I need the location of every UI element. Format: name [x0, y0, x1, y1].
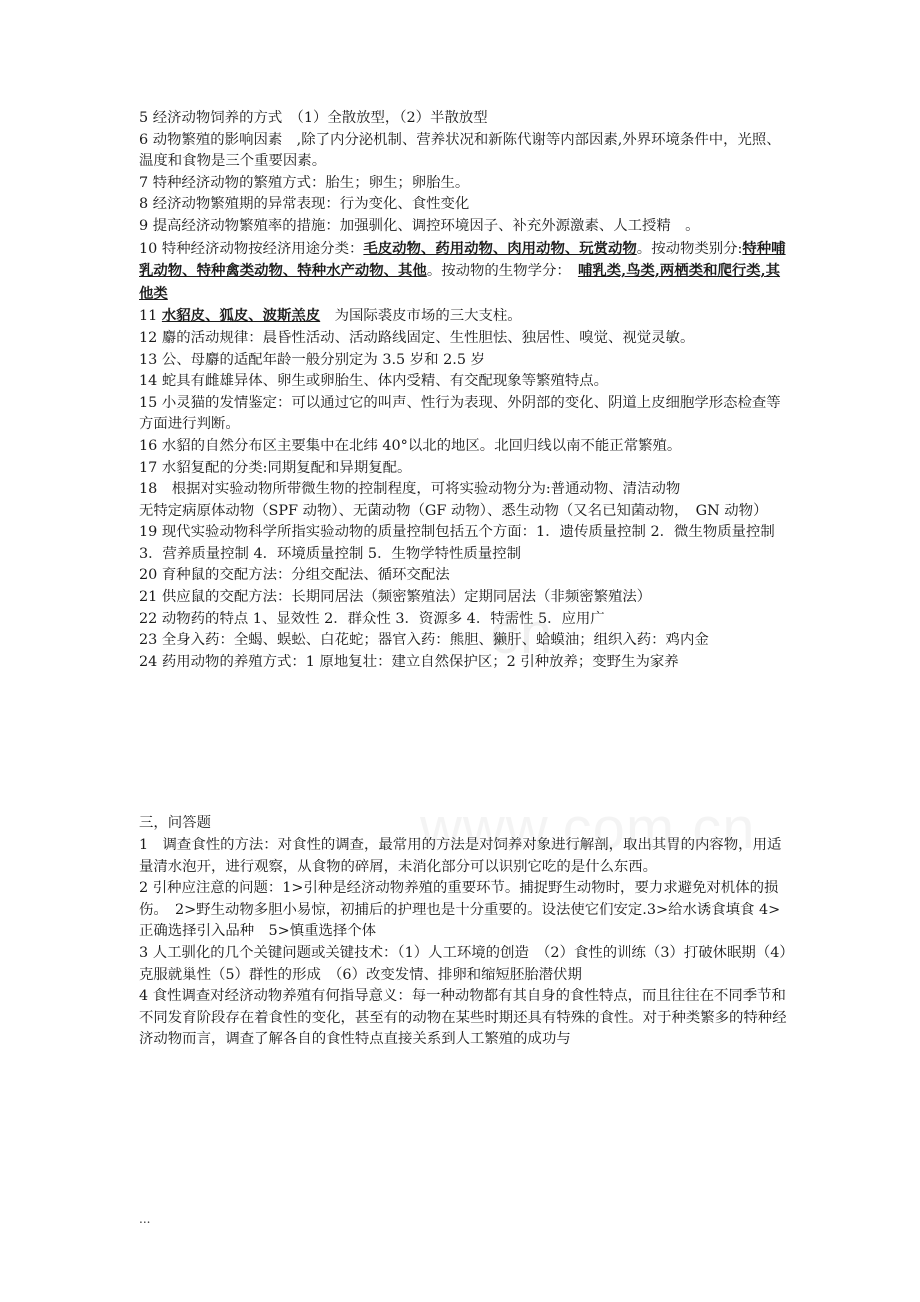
item-18-line-2: 无特定病原体动物（SPF 动物）、无菌动物（GF 动物）、悉生动物（又名已知菌动物， GN 动物） — [139, 502, 768, 519]
spacer — [139, 673, 789, 813]
item-10-animal-categories: 特种哺乳动物、特种禽类动物、特种水产动物、其他 — [139, 239, 786, 280]
watermark: cn — [490, 601, 554, 666]
question-3: 3 人工驯化的几个关键问题或关键技术：（1）人工环境的创造 （2）食性的训练（3）打破休眠期（4）克服就巢性（5）群性的形成 （6）改变发情、排卵和缩短胚胎潜伏期 — [139, 945, 787, 983]
item-6: 6 动物繁殖的影响因素 ,除了内分泌机制、营养状况和新陈代谢等内部因素,外界环境条件中，光照、温度和食物是三个重要因素。 — [139, 131, 781, 170]
item-10-text-a: 10 特种经济动物按经济用途分类： — [139, 240, 364, 257]
item-11-number: 11 — [139, 308, 162, 325]
question-1: 1 调查食性的方法：对食性的调查，最常用的方法是对饲养对象进行解剖，取出其胃的内容物，用适量清水泡开，进行观察，从食物的碎屑，未消化部分可以识别它吃的是什么东西。 — [139, 837, 782, 875]
item-11 — [139, 305, 789, 328]
item-5: 5 经济动物饲养的方式 （1）全散放型，（2）半散放型 — [139, 110, 488, 126]
item-21: 21 供应鼠的交配方法：长期同居法（频密繁殖法）定期同居法（非频密繁殖法） — [139, 589, 652, 606]
page-ellipsis: ... — [139, 1212, 151, 1226]
item-16: 16 水貂的自然分布区主要集中在北纬 40°以北的地区。北回归线以南不能正常繁殖。 — [139, 437, 682, 454]
item-22: 22 动物药的特点 1、显效性 2．群众性 3．资源多 4．特需性 5．应用广 — [139, 610, 605, 627]
document-body — [139, 108, 789, 1051]
item-24: 24 药用动物的养殖方式：1 原地复壮：建立自然保护区；2 引种放养；变野生为家养 — [139, 653, 679, 670]
item-10 — [139, 238, 789, 306]
item-18-line-1: 18 根据对实验动物所带微生物的控制程度，可将实验动物分为:普通动物、清洁动物 — [139, 481, 681, 498]
section-heading: 三，问答题 — [139, 815, 211, 832]
item-11-furs: 水貂皮、狐皮、波斯羔皮 — [161, 307, 321, 325]
item-10-biological-categories: 哺乳类,鸟类,两栖类和爬行类,其他类 — [139, 262, 781, 302]
question-2: 2 引种应注意的问题：1>引种是经济动物养殖的重要环节。捕捉野生动物时，要力求避免对机体的损伤。 2>野生动物多胆小易惊，初捕后的护理也是十分重要的。设法使它们安定.3>给水诱食填食 4>正确选择引入品种 5>慎重选择个体 — [139, 880, 781, 940]
item-23: 23 全身入药：全蝎、蜈蚣、白花蛇；器官入药：熊胆、獭肝、蛤蟆油；组织入药：鸡内金 — [139, 632, 709, 649]
item-14: 14 蛇具有雌雄异体、卵生或卵胎生、体内受精、有交配现象等繁殖特点。 — [139, 373, 608, 390]
item-13: 13 公、母麝的适配年龄一般分别定为 3.5 岁和 2.5 岁 — [139, 351, 485, 368]
item-11-text: 为国际裘皮市场的三大支柱。 — [320, 308, 522, 325]
question-4: 4 食性调查对经济动物养殖有何指导意义：每一种动物都有其自身的食性特点，而且往往在不同季节和不同发育阶段存在着食性的变化，甚至有的动物在某些时期还具有特殊的食性。对于种类繁多的特种经济动物而言，调查了解各自的食性特点直接关系到人工繁殖的成功与 — [139, 988, 787, 1048]
item-15: 15 小灵猫的发情鉴定：可以通过它的叫声、性行为表现、外阴部的变化、阴道上皮细胞学形态检查等方面进行判断。 — [139, 394, 781, 433]
item-20: 20 育种鼠的交配方法：分组交配法、循环交配法 — [139, 567, 450, 584]
item-12: 12 麝的活动规律：晨昏性活动、活动路线固定、生性胆怯、独居性、嗅觉、视觉灵敏。 — [139, 329, 695, 346]
item-10-text-e: 。按动物的生物学分： — [426, 263, 578, 280]
item-10-text-c: 。按动物类别分: — [636, 240, 743, 257]
item-10-economic-categories: 毛皮动物、药用动物、肉用动物、玩赏动物 — [363, 239, 637, 257]
item-8: 8 经济动物繁殖期的异常表现：行为变化、食性变化 — [139, 196, 470, 213]
item-9: 9 提高经济动物繁殖率的措施：加强驯化、调控环境因子、补充外源激素、人工授精 。 — [139, 217, 700, 234]
item-7: 7 特种经济动物的繁殖方式：胎生；卵生；卵胎生。 — [139, 174, 470, 191]
item-17: 17 水貂复配的分类:同期复配和异期复配。 — [139, 459, 412, 476]
item-19: 19 现代实验动物科学所指实验动物的质量控制包括五个方面：1．遗传质量控制 2．微生物质量控制 3．营养质量控制 4．环境质量控制 5．生物学特性质量控制 — [139, 524, 775, 562]
